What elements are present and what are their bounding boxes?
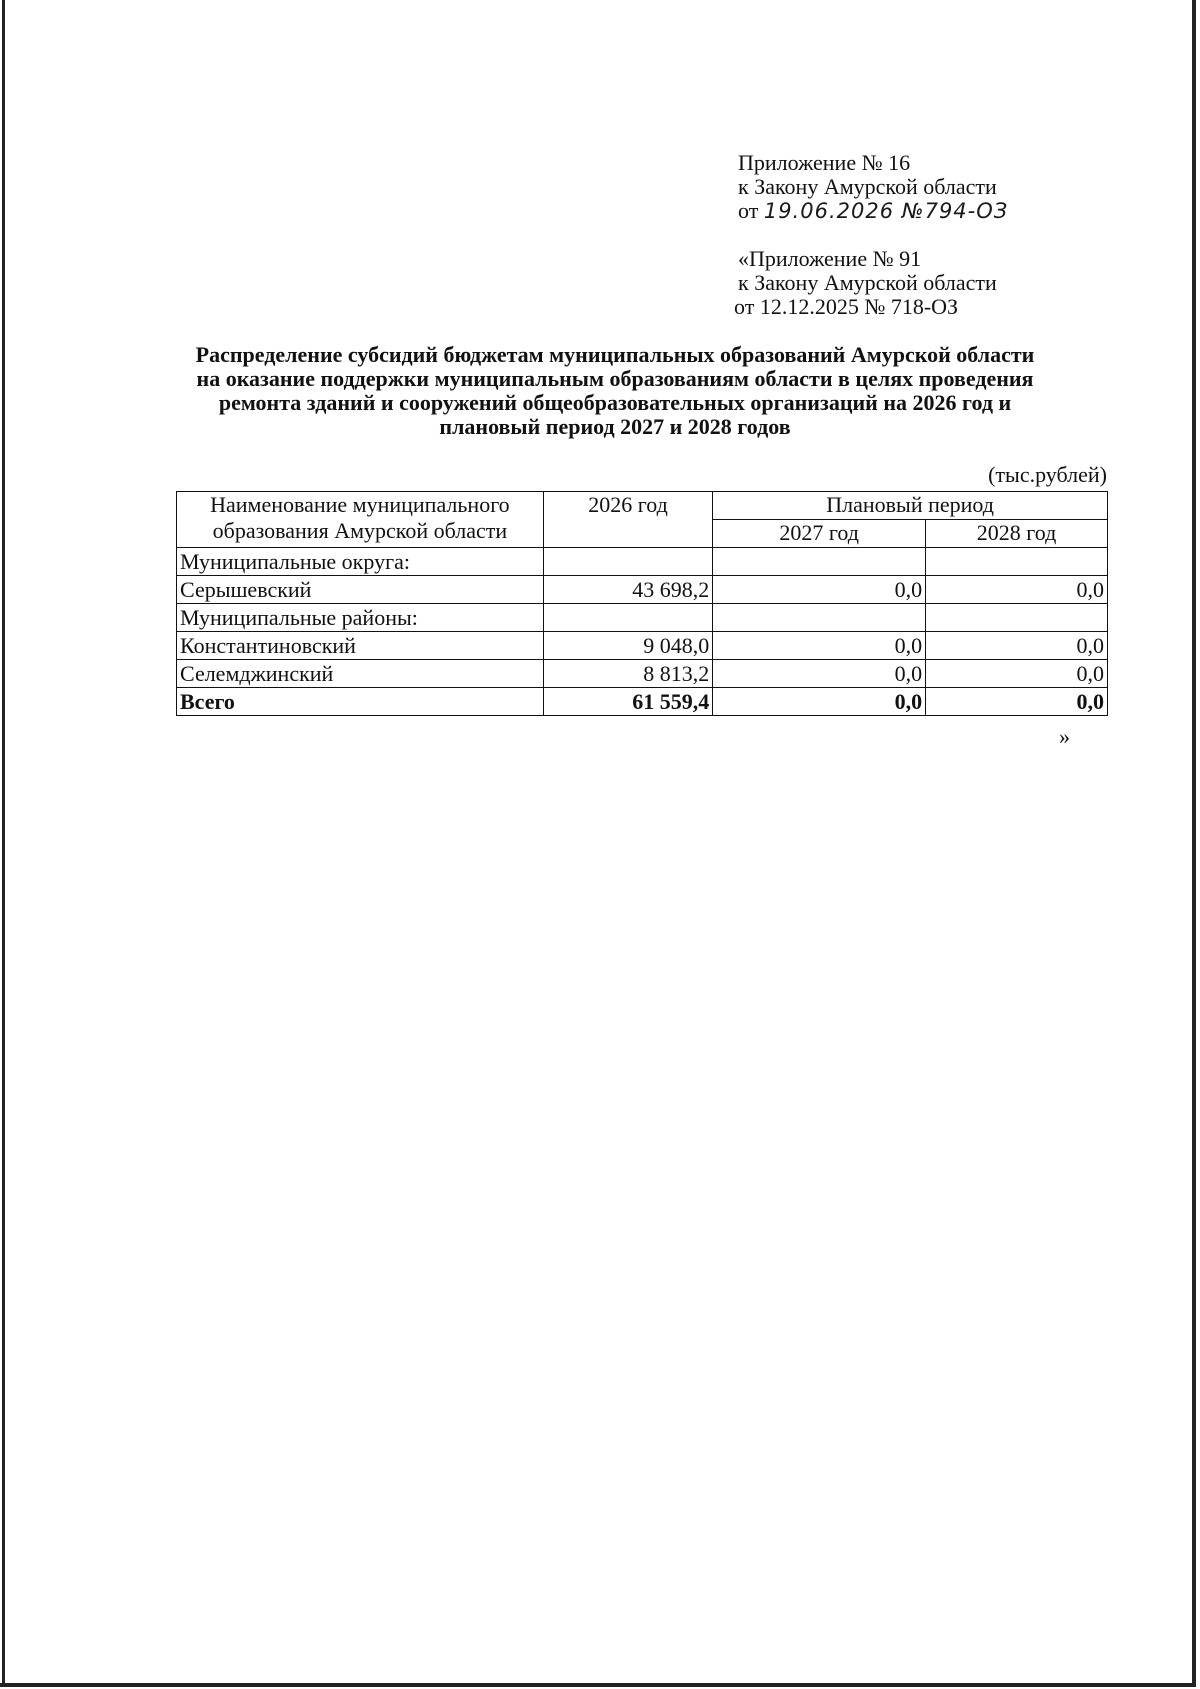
annex-current-date	[738, 199, 1008, 223]
municipality-name: Серышевский	[177, 576, 544, 604]
value-2027: 0,0	[713, 660, 926, 688]
scan-border-right	[1192, 0, 1196, 1686]
title-line: плановый период 2027 и 2028 годов	[439, 414, 791, 439]
header-municipality-line: Наименование муниципального	[210, 492, 510, 517]
annex-current-title: Приложение № 16	[738, 150, 911, 175]
table-header-row	[177, 492, 1108, 520]
value-2026: 43 698,2	[543, 576, 712, 604]
value-2028: 0,0	[926, 576, 1108, 604]
header-year-2027: 2027 год	[713, 520, 926, 548]
title-line: на оказание поддержки муниципальным образованиям области в целях проведения	[196, 366, 1034, 391]
value-2028: 0,0	[926, 632, 1108, 660]
annex-current-block	[738, 151, 1008, 223]
total-2026: 61 559,4	[543, 688, 712, 716]
header-municipality	[177, 492, 544, 548]
title-line: ремонта зданий и сооружений общеобразовательных организаций на 2026 год и	[218, 390, 1012, 415]
scan-border-left	[2, 0, 5, 1686]
annex-previous-date: от 12.12.2025 № 718-ОЗ	[734, 294, 959, 319]
document-title	[150, 343, 1080, 439]
empty-cell	[926, 548, 1108, 576]
table-section-row	[177, 604, 1108, 632]
table-section-row	[177, 548, 1108, 576]
total-label: Всего	[177, 688, 544, 716]
municipality-name: Константиновский	[177, 632, 544, 660]
empty-cell	[713, 604, 926, 632]
header-planned-period: Плановый период	[713, 492, 1108, 520]
value-2028: 0,0	[926, 660, 1108, 688]
value-2026: 9 048,0	[543, 632, 712, 660]
title-line: Распределение субсидий бюджетам муниципальных образований Амурской области	[195, 342, 1035, 367]
header-year-2028: 2028 год	[926, 520, 1108, 548]
total-2027: 0,0	[713, 688, 926, 716]
empty-cell	[713, 548, 926, 576]
value-2026: 8 813,2	[543, 660, 712, 688]
table-row	[177, 632, 1108, 660]
empty-cell	[926, 604, 1108, 632]
municipality-name: Селемджинский	[177, 660, 544, 688]
subsidy-table	[176, 491, 1108, 716]
table-row	[177, 660, 1108, 688]
table-row	[177, 576, 1108, 604]
annex-previous-law: к Закону Амурской области	[738, 270, 997, 295]
section-label: Муниципальные округа:	[177, 548, 544, 576]
annex-current-date-prefix: от	[738, 198, 759, 223]
total-2028: 0,0	[926, 688, 1108, 716]
header-municipality-line: образования Амурской области	[212, 518, 508, 543]
value-2027: 0,0	[713, 632, 926, 660]
units-label: (тыс.рублей)	[988, 462, 1107, 487]
annex-current-law: к Закону Амурской области	[738, 174, 997, 199]
handwritten-date-number: 19.06.2026 №794-ОЗ	[763, 199, 1009, 223]
header-year-2026: 2026 год	[543, 492, 712, 548]
value-2027: 0,0	[713, 576, 926, 604]
scan-border-bottom	[0, 1683, 1196, 1687]
empty-cell	[543, 548, 712, 576]
empty-cell	[543, 604, 712, 632]
section-label: Муниципальные районы:	[177, 604, 544, 632]
table-total-row	[177, 688, 1108, 716]
annex-previous-block	[734, 246, 997, 319]
annex-previous-title: «Приложение № 91	[738, 246, 922, 271]
closing-quote: »	[1059, 724, 1070, 749]
